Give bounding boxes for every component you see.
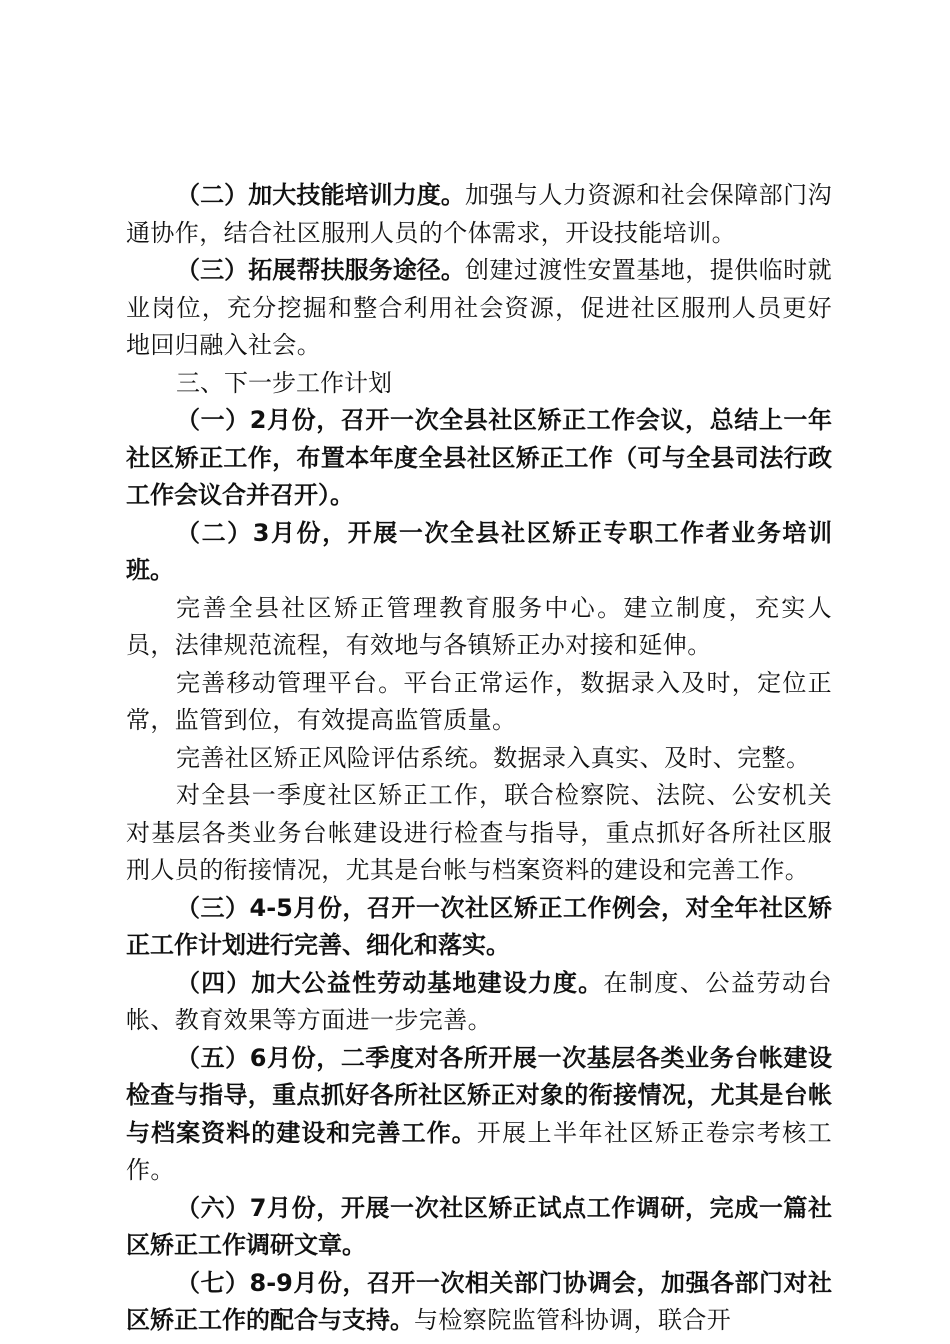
paragraph-lead: （五）6月份，二季度对各所开展一次基层各类业务台帐建设检查与指导，重点抓好各所社区矫正对象的衔接情况，尤其是台帐与档案资料的建设和完善工作。 <box>126 1043 832 1147</box>
paragraph-lead: （三）拓展帮扶服务途径。 <box>176 256 465 284</box>
paragraph-text: 加强与人力资源和社会保障部门沟通协作，结合社区服刑人员的个体需求，开设技能培训。 <box>126 181 833 247</box>
paragraph-first-quarter-inspection <box>126 777 832 890</box>
paragraph-text: 在制度、公益劳动台帐、教育效果等方面进一步完善。 <box>126 968 832 1034</box>
paragraph-text: 对全县一季度社区矫正工作，联合检察院、法院、公安机关对基层各类业务台帐建设进行检查与指导，重点抓好各所社区服刑人员的衔接情况，尤其是台帐与档案资料的建设和完善工作。 <box>126 781 832 884</box>
paragraph-text: 与检察院监管科协调，联合开 <box>414 1306 732 1334</box>
paragraph-lead: （二）3月份，开展一次全县社区矫正专职工作者业务培训班。 <box>126 518 832 584</box>
paragraph-lead: （七）8-9月份，召开一次相关部门协调会，加强各部门对社区矫正工作的配合与支持。 <box>126 1268 832 1334</box>
paragraph-text: 完善移动管理平台。平台正常运作，数据录入及时，定位正常，监管到位，有效提高监管质量。 <box>126 668 832 734</box>
paragraph-text: 创建过渡性安置基地，提供临时就业岗位，充分挖掘和整合利用社会资源，促进社区服刑人员更好地回归融入社会。 <box>126 256 833 359</box>
paragraph-plan-february <box>126 402 832 515</box>
paragraph-lead: （四）加大公益性劳动基地建设力度。 <box>176 968 604 997</box>
document-body <box>126 177 832 1340</box>
paragraph-text: 开展上半年社区矫正卷宗考核工作。 <box>126 1118 833 1184</box>
paragraph-assistance-channels <box>126 252 832 365</box>
paragraph-plan-august-september <box>126 1265 832 1340</box>
paragraph-text: 完善全县社区矫正管理教育服务中心。建立制度，充实人员，法律规范流程，有效地与各镇矫正办对接和延伸。 <box>126 593 832 659</box>
paragraph-lead: （六）7月份，开展一次社区矫正试点工作调研，完成一篇社区矫正工作调研文章。 <box>126 1193 832 1259</box>
paragraph-service-center <box>126 590 832 665</box>
paragraph-plan-april-may <box>126 890 832 965</box>
paragraph-plan-july <box>126 1190 832 1265</box>
paragraph-mobile-platform <box>126 665 832 740</box>
paragraph-plan-june <box>126 1040 832 1190</box>
paragraph-risk-assessment <box>126 740 832 778</box>
paragraph-labor-base <box>126 965 832 1040</box>
section-heading: 三、下一步工作计划 <box>176 368 392 397</box>
paragraph-lead: （三）4-5月份，召开一次社区矫正工作例会，对全年社区矫正工作计划进行完善、细化和落实。 <box>126 893 832 959</box>
paragraph-text: 完善社区矫正风险评估系统。数据录入真实、及时、完整。 <box>176 743 811 772</box>
paragraph-lead: （一）2月份，召开一次全县社区矫正工作会议，总结上一年社区矫正工作，布置本年度全县社区矫正工作（可与全县司法行政工作会议合并召开）。 <box>126 406 832 509</box>
paragraph-skill-training <box>126 177 832 252</box>
paragraph-plan-march <box>126 515 832 590</box>
paragraph-lead: （二）加大技能培训力度。 <box>176 181 465 209</box>
